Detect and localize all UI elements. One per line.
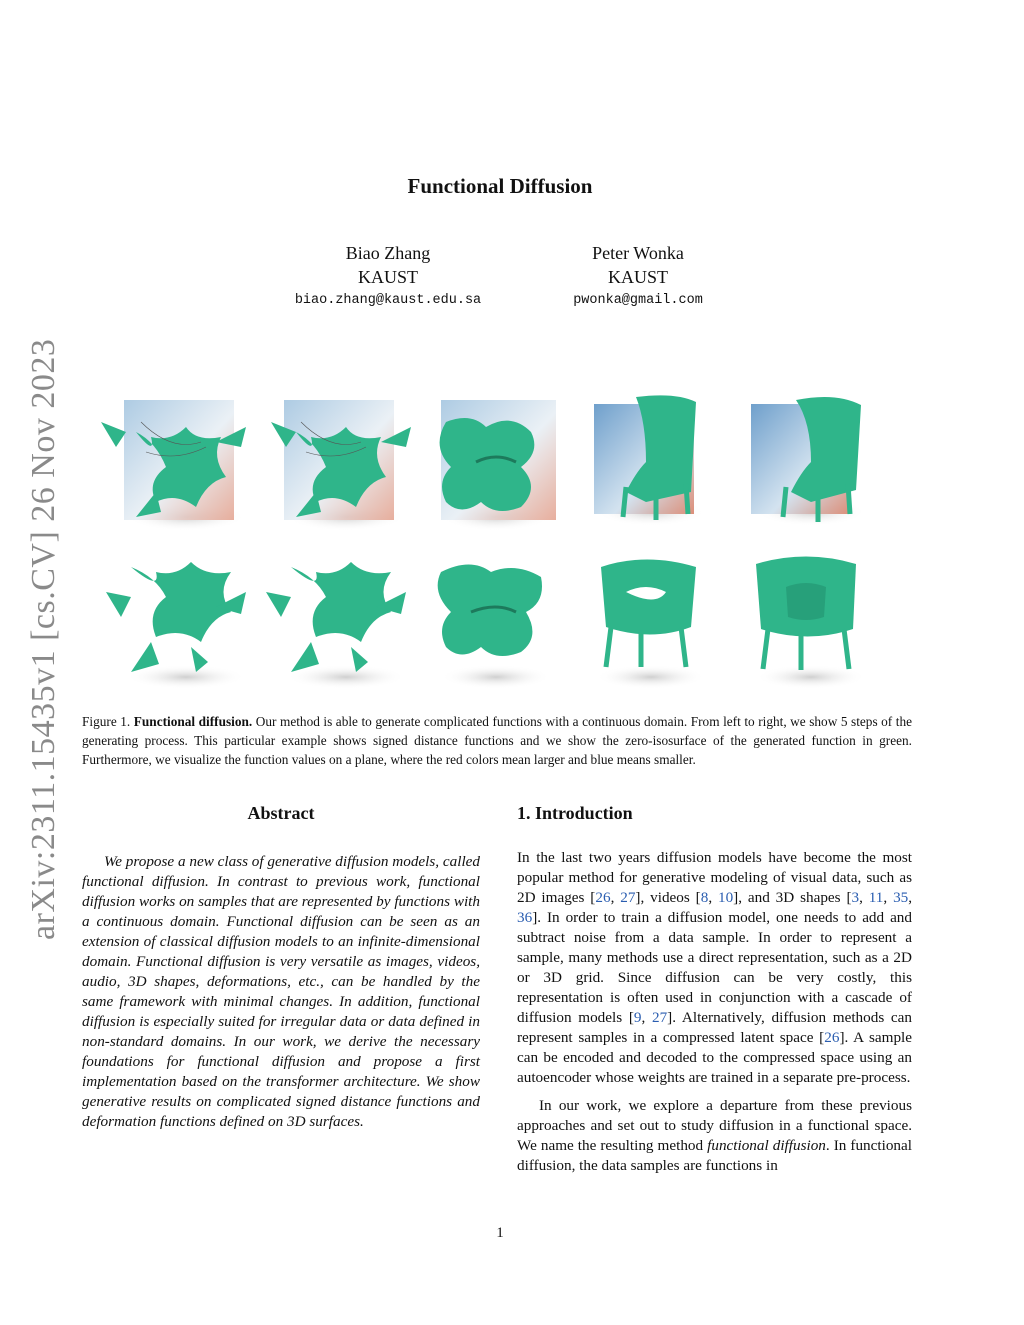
citation-link[interactable]: 27 bbox=[651, 1009, 668, 1026]
step-4-shape bbox=[596, 560, 706, 690]
figure-label: Figure 1. bbox=[82, 714, 131, 729]
author-1-email: biao.zhang@kaust.edu.sa bbox=[294, 293, 482, 308]
intro-body bbox=[517, 848, 912, 1176]
citation-link[interactable]: 8 bbox=[700, 889, 709, 906]
author-2-email: pwonka@gmail.com bbox=[573, 293, 703, 308]
figure-1-image bbox=[96, 392, 896, 692]
figure-caption-text: Our method is able to generate complicated functions with a continuous domain. From left to right, we show 5 steps of the generating process. This particular example shows signed distance functions and we show the zero-isosurface of the generated function in green. Furthermore, we visualize the function values on a plane, where the red colors mean larger and blue means smaller. bbox=[82, 714, 913, 767]
step-2-shape bbox=[266, 562, 406, 689]
citation-link[interactable]: 10 bbox=[717, 889, 734, 906]
intro-paragraph-2: In our work, we explore a departure from these previous approaches and set out to study diffusion in a functional space. We name the resulting method functional diffusion. In functional diffusion, the data samples are functions in bbox=[517, 1097, 912, 1174]
citation-link[interactable]: 11 bbox=[868, 889, 884, 906]
intro-paragraph-1: In the last two years diffusion models have become the most popular method for generative modeling of visual data, such as 2D images [26, 27], videos [8, 10], and 3D shapes [3, 11, 35, 36]. In order to train a diffusion model, one needs to add and subtract noise from a data sample. In order to represent a sample, many methods use a direct representation, such as a 2D or 3D grid. Since diffusion can be very costly, this representation is often used in conjunction with a cascade of diffusion models [9, 27]. Alternatively, diffusion methods can represent samples in a compressed latent space [26]. A sample can be encoded and decoded to the compressed space using an autoencoder whose weights are trained in a separate pre-process. bbox=[517, 849, 913, 1086]
citation-link[interactable]: 26 bbox=[824, 1029, 840, 1046]
intro-heading: 1. Introduction bbox=[517, 803, 633, 823]
figure-1-caption bbox=[82, 712, 912, 769]
citation-link[interactable]: 27 bbox=[620, 889, 636, 906]
author-1 bbox=[288, 241, 488, 289]
step-3-shape bbox=[438, 565, 551, 690]
page-number: 1 bbox=[496, 1225, 504, 1241]
abstract-text: We propose a new class of generative diffusion models, called functional diffusion. In contrast to previous work, functional diffusion works on samples that are represented by functions with a continuous domain. Functional diffusion can be seen as an extension of classical diffusion models to an infinite-dimensional domain. Functional diffusion is very versatile as images, videos, audio, 3D shapes, deformations, etc., can be handled by the same framework with minimal changes. In addition, functional diffusion is especially suited for irregular data or data defined in non-standard domains. In our work, we derive the necessary foundations for functional diffusion and propose a first implementation based on the transformer architecture. We show generative results on complicated signed distance functions and deformation functions defined on 3D surfaces. bbox=[82, 853, 480, 1130]
citation-link[interactable]: 36 bbox=[517, 909, 533, 926]
citation-link[interactable]: 26 bbox=[595, 889, 611, 906]
step-3-with-plane bbox=[440, 400, 556, 531]
abstract-heading: Abstract bbox=[247, 803, 315, 823]
arxiv-identifier: arXiv:2311.15435v1 [cs.CV] 26 Nov 2023 bbox=[25, 338, 62, 940]
author-2-affiliation: KAUST bbox=[607, 267, 668, 287]
author-2-name: Peter Wonka bbox=[592, 243, 684, 263]
abstract-body bbox=[82, 852, 480, 1132]
citation-link[interactable]: 9 bbox=[633, 1009, 642, 1026]
paper-title: Functional Diffusion bbox=[407, 174, 593, 198]
step-1-shape bbox=[106, 562, 246, 689]
step-5-with-plane bbox=[751, 397, 866, 526]
step-2-with-plane bbox=[271, 400, 411, 531]
step-1-with-plane bbox=[101, 400, 246, 531]
author-2 bbox=[538, 241, 738, 289]
step-5-shape bbox=[756, 557, 866, 690]
author-1-affiliation: KAUST bbox=[357, 267, 418, 287]
citation-link[interactable]: 3 bbox=[851, 889, 860, 906]
citation-link[interactable]: 35 bbox=[893, 889, 909, 906]
step-4-with-plane bbox=[594, 395, 706, 526]
figure-bold-title: Functional diffusion. bbox=[133, 714, 253, 729]
author-1-name: Biao Zhang bbox=[345, 243, 431, 263]
